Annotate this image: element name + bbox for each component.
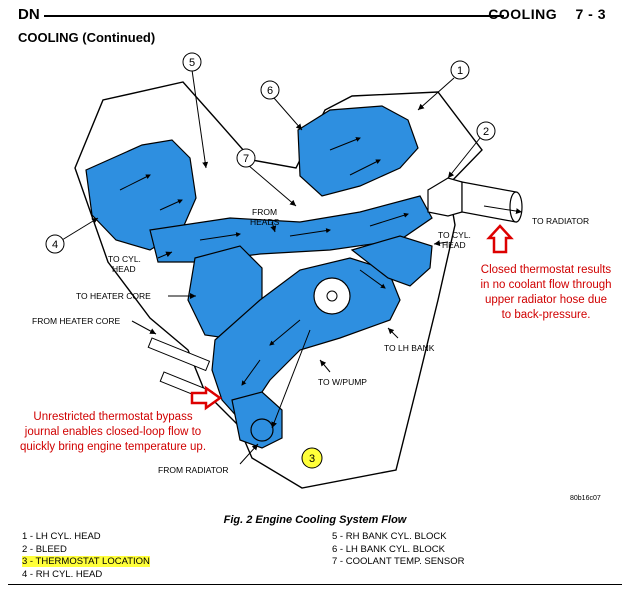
section-code: DN <box>18 6 40 23</box>
legend-item: 7 - COOLANT TEMP. SENSOR <box>332 556 465 567</box>
annotation-left-line: journal enables closed-loop flow to <box>24 426 202 438</box>
svg-text:2: 2 <box>482 126 490 138</box>
callout-4 <box>46 235 64 253</box>
callout-5 <box>183 53 201 71</box>
label-from-heads-2: HEADS <box>250 217 280 227</box>
annotation-right-line: upper radiator hose due <box>484 294 608 306</box>
svg-text:1: 1 <box>456 65 464 77</box>
legend-right <box>332 531 465 569</box>
annotation-right-line: Closed thermostat results <box>480 264 612 276</box>
label-to-radiator: TO RADIATOR <box>532 216 590 226</box>
legend-item: 1 - LH CYL. HEAD <box>22 531 101 542</box>
figure-code: 80b16c07 <box>570 495 601 502</box>
heater-pipe-end <box>251 419 273 441</box>
upper-radiator-hose <box>428 178 522 222</box>
legend-item: 5 - RH BANK CYL. BLOCK <box>332 531 447 542</box>
callout-7 <box>237 149 255 167</box>
label-to-cyl-head-right-1: TO CYL. <box>438 230 471 240</box>
lh-cyl-head-coolant <box>298 106 418 196</box>
annotation-bypass-journal <box>4 410 222 455</box>
legend-item: 6 - LH BANK CYL. BLOCK <box>332 543 445 555</box>
water-pump-hub <box>327 291 337 301</box>
section-title: COOLING <box>488 6 558 22</box>
callout-1 <box>451 61 469 79</box>
label-to-lh-bank: TO LH BANK <box>384 343 435 353</box>
label-from-heater-core: FROM HEATER CORE <box>32 316 121 326</box>
up-arrow-red <box>489 226 511 252</box>
subheading: COOLING (Continued) <box>18 30 156 45</box>
callout-3 <box>302 448 322 468</box>
annotation-left-line: quickly bring engine temperature up. <box>19 441 207 453</box>
heater-tubes <box>148 338 212 401</box>
legend-item: 2 - BLEED <box>22 543 67 555</box>
page-number: 7 - 3 <box>575 6 606 22</box>
callout-6 <box>261 81 279 99</box>
annotation-right-line: in no coolant flow through <box>480 279 612 291</box>
svg-text:4: 4 <box>51 239 59 251</box>
svg-text:3: 3 <box>308 453 316 465</box>
svg-text:6: 6 <box>266 85 274 97</box>
label-to-w-pump: TO W/PUMP <box>318 377 367 387</box>
annotation-closed-thermostat <box>462 263 630 323</box>
legend-item-thermostat: 3 - THERMOSTAT LOCATION <box>22 556 150 567</box>
figure-caption: Fig. 2 Engine Cooling System Flow <box>223 514 407 526</box>
svg-text:7: 7 <box>242 153 250 165</box>
legend-left <box>22 531 150 581</box>
label-to-cyl-head-left-2: HEAD <box>112 264 136 274</box>
legend-item-highlighted <box>22 556 150 569</box>
svg-text:5: 5 <box>188 57 196 69</box>
label-from-radiator: FROM RADIATOR <box>158 465 229 475</box>
label-from-heads-1: FROM <box>252 207 278 217</box>
label-to-cyl-head-left-1: TO CYL. <box>108 254 141 264</box>
annotation-left-line: Unrestricted thermostat bypass <box>33 411 193 423</box>
label-to-heater-core: TO HEATER CORE <box>76 291 151 301</box>
callout-2 <box>477 122 495 140</box>
legend-item: 4 - RH CYL. HEAD <box>22 568 103 580</box>
coolant-passages <box>86 106 432 448</box>
annotation-right-line: to back-pressure. <box>501 309 591 321</box>
label-to-cyl-head-right-2: HEAD <box>442 240 466 250</box>
bottom-rule <box>8 584 622 585</box>
